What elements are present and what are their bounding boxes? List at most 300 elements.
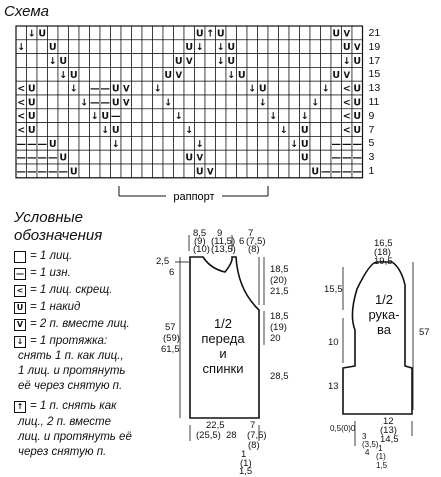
- stitch-cell: [111, 26, 122, 40]
- stitch-cell: [121, 136, 132, 150]
- stitch-cell: [111, 54, 122, 68]
- body-measure: (11,5): [211, 236, 236, 247]
- stitch-symbol: U: [185, 152, 194, 164]
- body-pattern-label: и: [219, 346, 227, 361]
- stitch-cell: [174, 95, 185, 109]
- stitch-cell: [247, 40, 258, 54]
- stitch-symbol: V: [206, 167, 214, 178]
- body-measure: (7,5): [246, 236, 266, 247]
- stitch-cell: [195, 81, 206, 95]
- stitch-cell: [279, 40, 290, 54]
- sleeve-measure: 14,5: [380, 434, 399, 445]
- stitch-symbol: —: [352, 166, 362, 178]
- stitch-cell: [195, 123, 206, 137]
- stitch-cell: [69, 150, 80, 164]
- legend-text: = 1 накид: [30, 301, 81, 313]
- stitch-cell: [237, 136, 248, 150]
- stitch-cell: [121, 150, 132, 164]
- stitch-cell: [27, 54, 38, 68]
- stitch-cell: [153, 109, 164, 123]
- body-measure: (59): [163, 333, 180, 344]
- stitch-cell: [174, 150, 185, 164]
- stitch-symbol: ↓: [216, 56, 225, 67]
- stitch-cell: [79, 123, 90, 137]
- stitch-cell: [132, 67, 143, 81]
- stitch-cell: [58, 136, 69, 150]
- legend-symbol: <: [14, 285, 26, 297]
- stitch-cell: [289, 81, 300, 95]
- sleeve-measure: 10: [328, 337, 339, 348]
- body-measure: 1,5: [239, 466, 253, 477]
- stitch-symbol: ↓: [185, 125, 194, 136]
- stitch-cell: [132, 150, 143, 164]
- sleeve-measure: 3: [362, 432, 367, 441]
- stitch-cell: [268, 136, 279, 150]
- body-measure: 1: [241, 449, 247, 460]
- stitch-cell: [174, 136, 185, 150]
- body-measure: 2,5: [156, 256, 170, 267]
- stitch-cell: [205, 81, 216, 95]
- stitch-cell: [69, 26, 80, 40]
- stitch-cell: [79, 164, 90, 178]
- stitch-symbol: U: [300, 152, 309, 164]
- stitch-symbol: ↓: [216, 42, 225, 54]
- stitch-cell: [90, 150, 101, 164]
- stitch-cell: [132, 81, 143, 95]
- stitch-cell: [321, 95, 332, 109]
- stitch-cell: [258, 54, 269, 68]
- stitch-cell: [289, 40, 300, 54]
- stitch-cell: [184, 95, 195, 109]
- stitch-symbol: ↓: [227, 69, 236, 81]
- stitch-cell: [121, 109, 132, 123]
- stitch-symbol: ↑: [206, 28, 215, 40]
- stitch-symbol: U: [48, 42, 57, 54]
- stitch-symbol: ↓: [90, 111, 99, 123]
- legend-symbol: ↓: [14, 336, 26, 348]
- stitch-cell: [321, 26, 332, 40]
- body-pattern-label: спинки: [202, 361, 244, 376]
- body-measure: 7: [248, 228, 254, 239]
- stitch-symbol: V: [196, 153, 204, 164]
- stitch-cell: [310, 67, 321, 81]
- body-measure: (7,5): [247, 430, 267, 441]
- stitch-cell: [310, 40, 321, 54]
- stitch-symbol: U: [59, 56, 68, 67]
- stitch-symbol: U: [227, 56, 236, 67]
- stitch-cell: [163, 109, 174, 123]
- stitch-cell: [226, 81, 237, 95]
- stitch-symbol: ↓: [321, 83, 330, 95]
- body-measure: (9): [194, 236, 206, 247]
- stitch-symbol: —: [27, 152, 37, 164]
- stitch-cell: [279, 164, 290, 178]
- stitch-symbol: <: [17, 83, 26, 95]
- stitch-cell: [321, 54, 332, 68]
- stitch-cell: [90, 40, 101, 54]
- stitch-cell: [247, 67, 258, 81]
- stitch-symbol: —: [342, 138, 352, 150]
- stitch-symbol: U: [27, 97, 36, 109]
- stitch-cell: [195, 54, 206, 68]
- stitch-cell: [237, 150, 248, 164]
- stitch-cell: [184, 136, 195, 150]
- stitch-cell: [37, 109, 48, 123]
- stitch-cell: [268, 67, 279, 81]
- stitch-cell: [289, 109, 300, 123]
- stitch-symbol: —: [331, 152, 341, 164]
- repeat-label: раппорт: [173, 191, 215, 203]
- legend-symbol: [14, 251, 26, 263]
- stitch-cell: [111, 40, 122, 54]
- legend-symbol: U: [14, 302, 26, 314]
- legend-symbol: —: [16, 269, 24, 278]
- stitch-cell: [153, 123, 164, 137]
- stitch-cell: [58, 26, 69, 40]
- stitch-cell: [321, 123, 332, 137]
- body-measure: (20): [270, 275, 287, 286]
- stitch-symbol: U: [111, 83, 120, 95]
- stitch-cell: [258, 26, 269, 40]
- stitch-cell: [237, 123, 248, 137]
- legend-text-continued: 1 лиц. и протянуть: [18, 365, 126, 377]
- stitch-symbol: V: [353, 43, 361, 54]
- sleeve-measure: (1): [376, 452, 386, 461]
- stitch-cell: [289, 123, 300, 137]
- stitch-cell: [216, 67, 227, 81]
- stitch-cell: [132, 109, 143, 123]
- stitch-symbol: ↓: [300, 111, 309, 123]
- stitch-cell: [79, 150, 90, 164]
- stitch-cell: [279, 54, 290, 68]
- stitch-cell: [321, 136, 332, 150]
- stitch-cell: [111, 67, 122, 81]
- sleeve-pattern-label: рука-: [368, 307, 400, 322]
- stitch-cell: [216, 109, 227, 123]
- stitch-symbol: U: [300, 125, 309, 136]
- stitch-symbol: —: [331, 166, 341, 178]
- stitch-symbol: ↓: [48, 56, 57, 67]
- stitch-cell: [153, 26, 164, 40]
- stitch-cell: [300, 164, 311, 178]
- stitch-cell: [58, 40, 69, 54]
- sleeve-pattern-label: ва: [377, 322, 391, 337]
- legend-text: = 1 протяжка:: [30, 335, 108, 347]
- stitch-symbol: U: [27, 125, 36, 136]
- stitch-cell: [247, 95, 258, 109]
- stitch-cell: [268, 123, 279, 137]
- stitch-cell: [226, 26, 237, 40]
- sleeve-pattern-label: 1/2: [374, 292, 394, 307]
- stitch-cell: [205, 109, 216, 123]
- stitch-cell: [184, 81, 195, 95]
- sleeve-measure: (13): [380, 425, 397, 436]
- stitch-symbol: <: [17, 125, 26, 136]
- stitch-symbol: U: [227, 42, 236, 54]
- stitch-symbol: —: [27, 166, 37, 178]
- body-pattern-label: переда: [201, 331, 245, 346]
- stitch-symbol: U: [111, 125, 120, 136]
- stitch-symbol: U: [332, 28, 341, 40]
- stitch-cell: [331, 81, 342, 95]
- stitch-cell: [331, 95, 342, 109]
- stitch-cell: [279, 136, 290, 150]
- stitch-cell: [163, 40, 174, 54]
- stitch-cell: [100, 26, 111, 40]
- stitch-cell: [247, 54, 258, 68]
- stitch-cell: [132, 95, 143, 109]
- stitch-symbol: V: [343, 70, 351, 81]
- stitch-cell: [142, 150, 153, 164]
- stitch-symbol: —: [100, 97, 110, 109]
- stitch-cell: [142, 164, 153, 178]
- stitch-symbol: ↓: [27, 28, 36, 40]
- stitch-cell: [352, 26, 363, 40]
- stitch-symbol: U: [353, 56, 362, 67]
- stitch-cell: [69, 40, 80, 54]
- stitch-symbol: V: [122, 98, 130, 109]
- stitch-cell: [237, 164, 248, 178]
- stitch-cell: [247, 164, 258, 178]
- stitch-cell: [258, 136, 269, 150]
- legend-text: = 1 изн.: [30, 267, 71, 279]
- stitch-cell: [48, 81, 59, 95]
- stitch-symbol: U: [258, 83, 267, 95]
- stitch-cell: [321, 150, 332, 164]
- stitch-cell: [153, 95, 164, 109]
- stitch-symbol: —: [321, 166, 331, 178]
- stitch-cell: [111, 164, 122, 178]
- stitch-symbol: U: [353, 83, 362, 95]
- body-measure: 22,5: [206, 420, 225, 431]
- stitch-cell: [58, 95, 69, 109]
- stitch-cell: [195, 67, 206, 81]
- legend-text-continued: лиц., 2 п. вместе: [18, 416, 111, 428]
- stitch-cell: [58, 123, 69, 137]
- stitch-cell: [247, 109, 258, 123]
- stitch-symbol: <: [342, 83, 351, 95]
- stitch-symbol: U: [353, 111, 362, 123]
- stitch-cell: [121, 164, 132, 178]
- stitch-cell: [142, 26, 153, 40]
- stitch-symbol: U: [59, 152, 68, 164]
- stitch-cell: [153, 150, 164, 164]
- body-measure: (8): [248, 440, 260, 451]
- stitch-symbol: ↓: [290, 138, 299, 150]
- stitch-cell: [163, 136, 174, 150]
- stitch-cell: [142, 95, 153, 109]
- stitch-cell: [174, 123, 185, 137]
- stitch-symbol: ↓: [153, 83, 162, 95]
- stitch-cell: [300, 95, 311, 109]
- legend-title-line2: обозначения: [14, 227, 103, 244]
- stitch-cell: [142, 81, 153, 95]
- stitch-cell: [153, 54, 164, 68]
- stitch-symbol: U: [48, 138, 57, 150]
- stitch-cell: [121, 67, 132, 81]
- stitch-cell: [48, 67, 59, 81]
- stitch-cell: [184, 67, 195, 81]
- legend-text: = 1 лиц. скрещ.: [30, 284, 113, 296]
- sleeve-measure: 1: [378, 444, 383, 453]
- stitch-symbol: U: [164, 69, 173, 81]
- row-number: 9: [368, 109, 375, 122]
- stitch-cell: [310, 123, 321, 137]
- stitch-cell: [226, 164, 237, 178]
- stitch-cell: [174, 81, 185, 95]
- stitch-cell: [268, 81, 279, 95]
- body-measure: 61,5: [161, 344, 180, 355]
- stitch-symbol: <: [342, 125, 351, 136]
- stitch-cell: [279, 109, 290, 123]
- stitch-symbol: U: [237, 69, 246, 81]
- stitch-cell: [121, 54, 132, 68]
- stitch-symbol: U: [27, 111, 36, 123]
- row-number: 11: [368, 96, 380, 108]
- stitch-symbol: —: [16, 166, 26, 178]
- stitch-cell: [216, 123, 227, 137]
- stitch-cell: [153, 67, 164, 81]
- stitch-cell: [111, 150, 122, 164]
- stitch-cell: [258, 109, 269, 123]
- body-measure: 28,5: [270, 371, 289, 382]
- stitch-symbol: —: [48, 152, 58, 164]
- stitch-cell: [331, 40, 342, 54]
- stitch-symbol: ↓: [269, 111, 278, 123]
- legend-text: = 2 п. вместе лиц.: [30, 318, 130, 330]
- stitch-cell: [79, 136, 90, 150]
- stitch-symbol: ↓: [17, 42, 26, 54]
- stitch-symbol: U: [195, 166, 204, 178]
- stitch-symbol: ↓: [101, 125, 110, 136]
- stitch-cell: [58, 109, 69, 123]
- row-number: 17: [368, 54, 381, 67]
- body-measure: 8,5: [193, 228, 207, 239]
- stitch-symbol: U: [311, 166, 320, 178]
- sleeve-measure: 12: [383, 416, 394, 427]
- body-measure: 6: [239, 236, 245, 247]
- stitch-cell: [279, 150, 290, 164]
- stitch-symbol: V: [175, 70, 183, 81]
- stitch-cell: [289, 95, 300, 109]
- stitch-cell: [226, 109, 237, 123]
- stitch-symbol: U: [353, 97, 362, 109]
- stitch-cell: [100, 150, 111, 164]
- stitch-symbol: ↓: [248, 83, 257, 95]
- stitch-cell: [205, 54, 216, 68]
- stitch-symbol: U: [27, 83, 36, 95]
- stitch-cell: [247, 123, 258, 137]
- stitch-symbol: —: [90, 83, 100, 95]
- sleeve-measure: 4: [365, 448, 370, 457]
- stitch-cell: [258, 150, 269, 164]
- stitch-cell: [268, 26, 279, 40]
- stitch-cell: [310, 109, 321, 123]
- sleeve-pattern-outline: [343, 262, 412, 414]
- stitch-symbol: U: [353, 125, 362, 136]
- stitch-cell: [100, 54, 111, 68]
- stitch-cell: [90, 26, 101, 40]
- stitch-cell: [205, 150, 216, 164]
- stitch-symbol: V: [122, 84, 130, 95]
- body-measure: 18,5: [270, 311, 289, 322]
- sleeve-measure: 15,5: [324, 284, 343, 295]
- stitch-cell: [237, 109, 248, 123]
- stitch-cell: [279, 81, 290, 95]
- stitch-symbol: —: [27, 138, 37, 150]
- body-measure: 7: [250, 420, 256, 431]
- stitch-symbol: U: [101, 111, 110, 123]
- stitch-cell: [258, 67, 269, 81]
- stitch-cell: [142, 54, 153, 68]
- stitch-cell: [121, 40, 132, 54]
- stitch-cell: [132, 136, 143, 150]
- body-measure: 21,5: [270, 286, 289, 297]
- legend-symbol: ↑: [14, 401, 26, 413]
- row-number: 21: [368, 27, 381, 39]
- stitch-cell: [310, 81, 321, 95]
- stitch-symbol: V: [343, 29, 351, 40]
- stitch-symbol: U: [38, 28, 47, 40]
- stitch-cell: [300, 26, 311, 40]
- legend-text-continued: через снятую п.: [18, 446, 107, 458]
- stitch-cell: [226, 95, 237, 109]
- stitch-cell: [58, 81, 69, 95]
- stitch-symbol: <: [17, 97, 26, 109]
- stitch-cell: [237, 40, 248, 54]
- stitch-cell: [247, 150, 258, 164]
- stitch-cell: [79, 67, 90, 81]
- stitch-cell: [163, 150, 174, 164]
- stitch-cell: [205, 95, 216, 109]
- stitch-cell: [258, 40, 269, 54]
- body-measure: 28: [226, 430, 237, 441]
- stitch-cell: [226, 150, 237, 164]
- stitch-cell: [289, 164, 300, 178]
- stitch-symbol: ↓: [195, 42, 204, 54]
- sleeve-dimension-lines: [343, 262, 413, 446]
- body-measure: 18,5: [270, 264, 289, 275]
- stitch-symbol: U: [69, 69, 78, 81]
- stitch-symbol: ↓: [69, 83, 78, 95]
- stitch-cell: [268, 164, 279, 178]
- stitch-cell: [237, 81, 248, 95]
- body-measure: (13,5): [211, 244, 236, 255]
- stitch-symbol: U: [111, 97, 120, 109]
- stitch-cell: [69, 95, 80, 109]
- stitch-symbol: ↓: [342, 56, 351, 67]
- stitch-cell: [289, 67, 300, 81]
- stitch-cell: [205, 40, 216, 54]
- stitch-cell: [237, 54, 248, 68]
- body-measure: (19): [270, 322, 287, 333]
- stitch-cell: [289, 26, 300, 40]
- stitch-cell: [100, 67, 111, 81]
- stitch-cell: [27, 40, 38, 54]
- stitch-symbol: U: [342, 42, 351, 54]
- stitch-symbol: —: [48, 166, 58, 178]
- stitch-cell: [79, 26, 90, 40]
- stitch-symbol: —: [342, 152, 352, 164]
- stitch-cell: [79, 81, 90, 95]
- body-measure: 9: [217, 228, 223, 239]
- stitch-cell: [310, 150, 321, 164]
- stitch-cell: [226, 123, 237, 137]
- stitch-cell: [279, 26, 290, 40]
- stitch-cell: [142, 109, 153, 123]
- stitch-cell: [90, 54, 101, 68]
- sleeve-measure: 0,5(0)0: [330, 424, 356, 433]
